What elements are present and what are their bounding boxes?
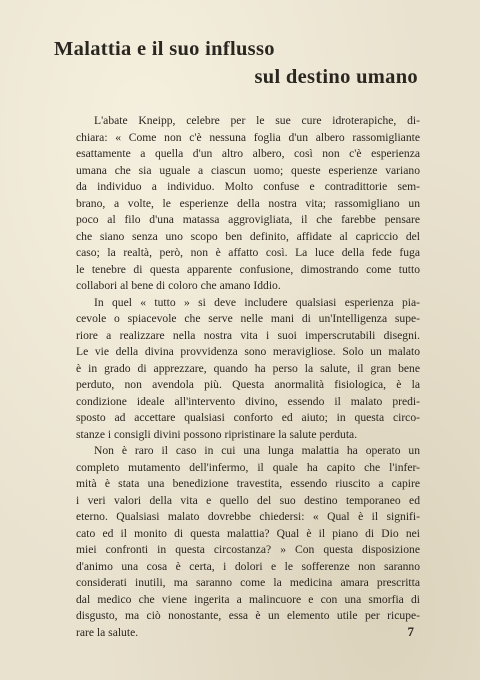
text-line: miei confronti in questa circostanza? » Con questa disposizione — [76, 543, 420, 556]
text-line: condizione ideale all'intervento divino, essendo il malato predi- — [76, 394, 420, 408]
text-line: dal medico che viene ingerita a malincuore e con una smorfia di — [76, 592, 420, 606]
text-line: caso; la realtà, però, non è affatto così. La luce della fede fuga — [76, 246, 420, 259]
text-line: rare la salute. — [76, 625, 139, 639]
text-line: esattamente a quella d'un altro albero, così non c'è esperienza — [76, 147, 420, 160]
page-number: 7 — [407, 624, 414, 639]
text-line: collabori al bene di coloro che amano Iddio. — [76, 279, 281, 292]
text-line: brano, a volte, le esperienze della nostra vita; rassomigliano un — [76, 196, 420, 210]
text-line: Non è raro il caso in cui una lunga malattia ha operato un — [94, 444, 420, 457]
text-line: cevole o spiacevole che serve nelle mani di un'Intelligenza supe- — [76, 312, 420, 325]
chapter-title-line-1: Malattia e il suo influsso — [54, 38, 275, 60]
text-line: da individuo a individuo. Molto confuse e contradittorie sem- — [76, 180, 420, 193]
text-line: disgusto, ma ciò nonostante, essa è un elemento utile per ricupe- — [76, 609, 420, 622]
chapter-title-line-2: sul destino umano — [254, 66, 418, 88]
text-line: umana che sia uguale a ciascun uomo; queste esperienze variano — [76, 163, 420, 177]
text-line: sposto ad accettare qualsiasi conforto ed aiuto; in questa circo- — [76, 411, 420, 424]
text-line: completo mutamento dell'infermo, il quale ha capito che l'infer- — [76, 460, 420, 474]
body-text — [76, 113, 420, 641]
text-line: In quel « tutto » si deve includere qualsiasi esperienza pia- — [94, 295, 420, 309]
text-line: poco al filo d'una matassa aggrovigliata, il che farebbe pensare — [76, 213, 420, 226]
text-line: Le vie della divina provvidenza sono meravigliose. Solo un malato — [76, 345, 420, 358]
text-line: che siano senza uno scopo ben definito, affidate al capriccio del — [76, 229, 420, 243]
text-line: stanze i consigli divini possono ripristinare la salute perduta. — [76, 427, 358, 441]
text-line: è in grado di apprezzare, quando ha perso la salute, il gran bene — [76, 361, 420, 375]
text-line: eterno. Qualsiasi malato dovrebbe chiedersi: « Qual è il signifi- — [76, 510, 420, 523]
text-line: perduto, non avendola più. Questa anormalità fisiologica, è la — [76, 378, 420, 391]
text-line: L'abate Kneipp, celebre per le sue cure idroterapiche, di- — [94, 114, 420, 127]
text-line: chiara: « Come non c'è nessuna foglia d'un albero rassomigliante — [76, 130, 420, 144]
text-line: d'animo una cosa è certa, i dolori e le sofferenze non saranno — [76, 559, 420, 573]
text-line: considerati inutili, ma saranno come la medicina amara prescritta — [76, 576, 420, 589]
text-line: mità è stata una benedizione travestita, essendo riuscito a capire — [76, 477, 420, 490]
text-line: cato ed il monito di questa malattia? Qual è il piano di Dio nei — [76, 526, 420, 540]
text-line: i veri valori della vita e quello del suo destino temporaneo ed — [76, 493, 420, 507]
text-line: riore a realizzare nella nostra vita i suoi imperscrutabili disegni. — [76, 328, 420, 342]
text-line: le tenebre di questa apparente confusione, dimostrando come tutto — [76, 262, 420, 276]
